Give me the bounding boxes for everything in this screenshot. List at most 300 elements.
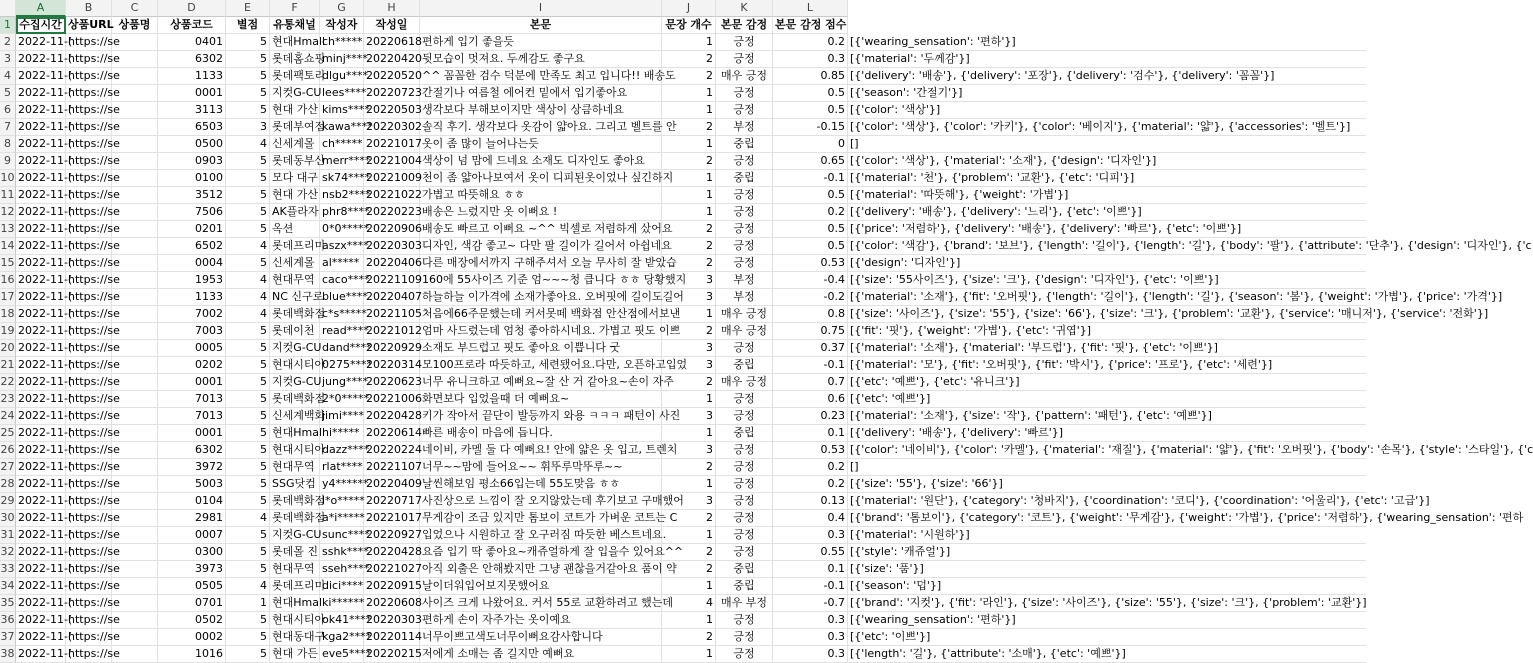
cell-j[interactable]: 3 <box>662 289 716 306</box>
cell-d[interactable]: 0701 <box>158 595 226 612</box>
cell-d[interactable]: 7013 <box>158 408 226 425</box>
cell-f[interactable]: 현대무역 <box>270 272 320 289</box>
cell-c[interactable] <box>112 629 158 646</box>
column-header-e[interactable]: E <box>226 0 270 17</box>
cell-a[interactable]: 2022-11-( <box>16 51 66 68</box>
cell-e[interactable]: 5 <box>226 204 270 221</box>
cell-b[interactable]: https://se <box>66 527 112 544</box>
cell-k[interactable]: 중립 <box>716 357 773 374</box>
cell-e[interactable]: 5 <box>226 255 270 272</box>
cell-i[interactable]: 아직 외출은 안해봤지만 그냥 괜찮을거같아요 품이 약 <box>420 561 662 578</box>
header-cell-a[interactable]: 수집시간 <box>16 17 66 34</box>
header-cell-e[interactable]: 별점 <box>226 17 270 34</box>
cell-a[interactable]: 2022-11-( <box>16 510 66 527</box>
cell-g[interactable]: 0275**** <box>320 357 364 374</box>
row-number[interactable]: 15 <box>0 255 16 272</box>
cell-m[interactable]: [] <box>848 459 1366 476</box>
cell-c[interactable] <box>112 34 158 51</box>
cell-a[interactable]: 2022-11-( <box>16 102 66 119</box>
cell-m[interactable]: [{'size': '55사이즈'}, {'size': '크'}, {'design': '디자인'}, {'etc': '이쁘'}] <box>848 272 1366 289</box>
cell-i[interactable]: 편하게 손이 자주가는 옷이예요 <box>420 612 662 629</box>
cell-l[interactable]: 0.1 <box>773 425 848 442</box>
cell-c[interactable] <box>112 357 158 374</box>
cell-j[interactable]: 2 <box>662 221 716 238</box>
cell-i[interactable]: 날씬해보임 평소66입는데 55도맞음 ㅎㅎ <box>420 476 662 493</box>
cell-a[interactable]: 2022-11-( <box>16 493 66 510</box>
row-number[interactable]: 10 <box>0 170 16 187</box>
cell-c[interactable] <box>112 289 158 306</box>
cell-k[interactable]: 부정 <box>716 119 773 136</box>
cell-a[interactable]: 2022-11-( <box>16 408 66 425</box>
cell-m[interactable]: [{'price': '저렴하'}, {'delivery': '배송'}, {'delivery': '빠르'}, {'etc': '이쁘'}] <box>848 221 1366 238</box>
cell-f[interactable]: 현대시티아 <box>270 442 320 459</box>
cell-l[interactable]: 0.2 <box>773 34 848 51</box>
cell-c[interactable] <box>112 272 158 289</box>
cell-k[interactable]: 긍정 <box>716 493 773 510</box>
cell-f[interactable]: 롯데팩토리 <box>270 68 320 85</box>
cell-m[interactable]: [{'season': '간절기'}] <box>848 85 1366 102</box>
cell-h[interactable]: 20220520 <box>364 68 420 85</box>
cell-e[interactable]: 3 <box>226 119 270 136</box>
cell-c[interactable] <box>112 255 158 272</box>
row-number[interactable]: 14 <box>0 238 16 255</box>
cell-a[interactable]: 2022-11-( <box>16 306 66 323</box>
cell-b[interactable]: https://se <box>66 476 112 493</box>
cell-i[interactable]: 입었으나 시원하고 잘 오구러짐 따듯한 베스트네요. <box>420 527 662 544</box>
cell-j[interactable]: 2 <box>662 255 716 272</box>
cell-d[interactable]: 0300 <box>158 544 226 561</box>
cell-k[interactable]: 긍정 <box>716 629 773 646</box>
cell-i[interactable]: 편하게 입기 좋을듯 <box>420 34 662 51</box>
header-cell-h[interactable]: 작성일 <box>364 17 420 34</box>
cell-g[interactable]: blue**** <box>320 289 364 306</box>
cell-a[interactable]: 2022-11-( <box>16 527 66 544</box>
cell-a[interactable]: 2022-11-( <box>16 34 66 51</box>
header-cell-j[interactable]: 문장 개수 <box>662 17 716 34</box>
cell-i[interactable]: 사이즈 크게 나왔어요. 커서 55로 교환하려고 했는데 <box>420 595 662 612</box>
row-number[interactable]: 20 <box>0 340 16 357</box>
cell-h[interactable]: 20220224 <box>364 442 420 459</box>
cell-e[interactable]: 5 <box>226 646 270 663</box>
cell-e[interactable]: 4 <box>226 136 270 153</box>
cell-e[interactable]: 5 <box>226 408 270 425</box>
cell-c[interactable] <box>112 510 158 527</box>
cell-c[interactable] <box>112 578 158 595</box>
cell-j[interactable]: 2 <box>662 51 716 68</box>
column-header-l[interactable]: L <box>773 0 848 17</box>
cell-g[interactable]: eve5**** <box>320 646 364 663</box>
cell-h[interactable]: 20221004 <box>364 153 420 170</box>
row-number[interactable]: 18 <box>0 306 16 323</box>
cell-d[interactable]: 1953 <box>158 272 226 289</box>
row-number[interactable]: 11 <box>0 187 16 204</box>
cell-i[interactable]: 무게감이 조금 있지만 톰보이 코트가 가벼운 코트는 C <box>420 510 662 527</box>
cell-f[interactable]: 롯데부여점 <box>270 119 320 136</box>
cell-k[interactable]: 긍정 <box>716 204 773 221</box>
cell-b[interactable]: https://se <box>66 272 112 289</box>
cell-j[interactable]: 2 <box>662 119 716 136</box>
cell-i[interactable]: 배송은 느렸지만 옷 이뻐요 ! <box>420 204 662 221</box>
cell-c[interactable] <box>112 306 158 323</box>
cell-l[interactable]: -0.4 <box>773 272 848 289</box>
cell-m[interactable]: [{'material': '소재'}, {'size': '작'}, {'pattern': '패턴'}, {'etc': '예쁘'}] <box>848 408 1366 425</box>
cell-g[interactable]: merr**** <box>320 153 364 170</box>
cell-f[interactable]: 신세계몰 <box>270 136 320 153</box>
cell-e[interactable]: 5 <box>226 442 270 459</box>
cell-g[interactable]: nsb2**** <box>320 187 364 204</box>
header-cell-d[interactable]: 상품코드 <box>158 17 226 34</box>
row-number[interactable]: 24 <box>0 408 16 425</box>
cell-i[interactable]: 색상이 넘 맘에 드네요 소재도 디자인도 좋아요 <box>420 153 662 170</box>
cell-i[interactable]: 뒷모습이 멋져요. 두께감도 좋구요 <box>420 51 662 68</box>
cell-e[interactable]: 4 <box>226 578 270 595</box>
cell-d[interactable]: 3113 <box>158 102 226 119</box>
cell-k[interactable]: 매우 긍정 <box>716 323 773 340</box>
cell-b[interactable]: https://se <box>66 391 112 408</box>
cell-a[interactable]: 2022-11-( <box>16 476 66 493</box>
cell-k[interactable]: 부정 <box>716 272 773 289</box>
cell-g[interactable]: ch***** <box>320 136 364 153</box>
cell-f[interactable]: 롯데백화점 <box>270 493 320 510</box>
row-number[interactable]: 28 <box>0 476 16 493</box>
cell-f[interactable]: 현대 가산 <box>270 102 320 119</box>
cell-i[interactable]: 디자인, 색감 좋고~ 다만 팔 길이가 길어서 아쉽네요 <box>420 238 662 255</box>
cell-m[interactable]: [{'material': '시원하'}] <box>848 527 1366 544</box>
cell-h[interactable]: 20220428 <box>364 544 420 561</box>
cell-c[interactable] <box>112 102 158 119</box>
cell-d[interactable]: 0007 <box>158 527 226 544</box>
cell-a[interactable]: 2022-11-( <box>16 221 66 238</box>
cell-a[interactable]: 2022-11-( <box>16 119 66 136</box>
column-header-h[interactable]: H <box>364 0 420 17</box>
cell-j[interactable]: 2 <box>662 544 716 561</box>
row-number[interactable]: 1 <box>0 17 16 34</box>
cell-i[interactable]: 간절기나 여름철 에어컨 밑에서 입기좋아요 <box>420 85 662 102</box>
cell-h[interactable]: 20221107 <box>364 459 420 476</box>
cell-a[interactable]: 2022-11-( <box>16 425 66 442</box>
cell-b[interactable]: https://se <box>66 170 112 187</box>
cell-a[interactable]: 2022-11-( <box>16 578 66 595</box>
row-number[interactable]: 19 <box>0 323 16 340</box>
row-number[interactable]: 34 <box>0 578 16 595</box>
cell-g[interactable]: jung**** <box>320 374 364 391</box>
cell-f[interactable]: SSG닷컴 <box>270 476 320 493</box>
cell-f[interactable]: 현대 가산 <box>270 187 320 204</box>
cell-g[interactable]: y4****** <box>320 476 364 493</box>
cell-m[interactable]: [{'etc': '예쁘'}] <box>848 391 1366 408</box>
cell-m[interactable]: [{'color': '색감'}, {'brand': '보브'}, {'length': '길이'}, {'length': '길'}, {'body': '팔'}, {'attribute': '단추'}, {'design': '디자인'}, {'c <box>848 238 1366 255</box>
cell-i[interactable]: 솔직 후기. 생각보다 옷감이 얇아요. 그리고 벨트를 안 <box>420 119 662 136</box>
cell-f[interactable]: 신세계몰 <box>270 255 320 272</box>
cell-l[interactable]: -0.2 <box>773 289 848 306</box>
cell-b[interactable]: https://se <box>66 493 112 510</box>
cell-l[interactable]: 0.5 <box>773 238 848 255</box>
cell-a[interactable]: 2022-11-( <box>16 85 66 102</box>
cell-j[interactable]: 2 <box>662 238 716 255</box>
cell-d[interactable]: 0502 <box>158 612 226 629</box>
cell-c[interactable] <box>112 595 158 612</box>
cell-l[interactable]: 0.2 <box>773 204 848 221</box>
cell-b[interactable]: https://se <box>66 119 112 136</box>
cell-k[interactable]: 부정 <box>716 289 773 306</box>
cell-a[interactable]: 2022-11-( <box>16 595 66 612</box>
cell-g[interactable]: ki****** <box>320 595 364 612</box>
cell-l[interactable]: 0.75 <box>773 323 848 340</box>
cell-m[interactable]: [{'color': '색상'}] <box>848 102 1366 119</box>
cell-m[interactable]: [{'wearing_sensation': '편하'}] <box>848 612 1366 629</box>
column-header-i[interactable]: I <box>420 0 662 17</box>
cell-k[interactable]: 매우 긍정 <box>716 68 773 85</box>
row-number[interactable]: 33 <box>0 561 16 578</box>
cell-m[interactable]: [{'material': '따뜻해'}, {'weight': '가볍'}] <box>848 187 1366 204</box>
cell-j[interactable]: 1 <box>662 204 716 221</box>
cell-d[interactable]: 0001 <box>158 425 226 442</box>
cell-b[interactable]: https://se <box>66 442 112 459</box>
cell-f[interactable]: 현대Hmall <box>270 425 320 442</box>
cell-b[interactable]: https://se <box>66 510 112 527</box>
cell-m[interactable]: [{'material': '두께감'}] <box>848 51 1366 68</box>
cell-m[interactable]: [{'design': '디자인'}] <box>848 255 1366 272</box>
cell-g[interactable]: sk74**** <box>320 170 364 187</box>
cell-j[interactable]: 1 <box>662 306 716 323</box>
row-number[interactable]: 3 <box>0 51 16 68</box>
cell-h[interactable]: 20220915 <box>364 578 420 595</box>
cell-g[interactable]: c*s***** <box>320 306 364 323</box>
cell-e[interactable]: 5 <box>226 323 270 340</box>
cell-g[interactable]: sseh**** <box>320 561 364 578</box>
cell-f[interactable]: 롯데동부산 <box>270 153 320 170</box>
cell-l[interactable]: 0.13 <box>773 493 848 510</box>
cell-f[interactable]: 모다 대구 <box>270 170 320 187</box>
row-number[interactable]: 29 <box>0 493 16 510</box>
cell-g[interactable]: read**** <box>320 323 364 340</box>
select-all-corner[interactable] <box>0 0 16 17</box>
cell-a[interactable]: 2022-11-( <box>16 323 66 340</box>
cell-h[interactable]: 20220223 <box>364 204 420 221</box>
cell-l[interactable]: 0.55 <box>773 544 848 561</box>
header-cell-g[interactable]: 작성자 <box>320 17 364 34</box>
cell-h[interactable]: 20220614 <box>364 425 420 442</box>
cell-f[interactable]: 롯데백화점 <box>270 510 320 527</box>
cell-d[interactable]: 6302 <box>158 442 226 459</box>
cell-f[interactable]: 현대 가든 <box>270 646 320 663</box>
cell-a[interactable]: 2022-11-( <box>16 544 66 561</box>
cell-d[interactable]: 0002 <box>158 629 226 646</box>
cell-l[interactable]: -0.1 <box>773 578 848 595</box>
cell-k[interactable]: 매우 부정 <box>716 595 773 612</box>
cell-e[interactable]: 5 <box>226 153 270 170</box>
cell-j[interactable]: 1 <box>662 391 716 408</box>
row-number[interactable]: 37 <box>0 629 16 646</box>
cell-h[interactable]: 20221017 <box>364 510 420 527</box>
cell-d[interactable]: 5003 <box>158 476 226 493</box>
cell-m[interactable]: [{'delivery': '배송'}, {'delivery': '느리'}, {'etc': '이쁘'}] <box>848 204 1366 221</box>
cell-e[interactable]: 5 <box>226 459 270 476</box>
cell-c[interactable] <box>112 408 158 425</box>
cell-m[interactable]: [{'delivery': '배송'}, {'delivery': '포장'}, {'delivery': '검수'}, {'delivery': '꼼꼼'}] <box>848 68 1366 85</box>
cell-j[interactable]: 2 <box>662 561 716 578</box>
row-number[interactable]: 21 <box>0 357 16 374</box>
cell-l[interactable]: 0.5 <box>773 102 848 119</box>
row-number[interactable]: 31 <box>0 527 16 544</box>
header-cell-b[interactable]: 상품URL <box>66 17 112 34</box>
cell-k[interactable]: 매우 긍정 <box>716 374 773 391</box>
cell-g[interactable]: dazz**** <box>320 442 364 459</box>
cell-k[interactable]: 긍정 <box>716 340 773 357</box>
cell-a[interactable]: 2022-11-( <box>16 170 66 187</box>
cell-j[interactable]: 1 <box>662 646 716 663</box>
cell-h[interactable]: 20220314 <box>364 357 420 374</box>
cell-k[interactable]: 긍정 <box>716 34 773 51</box>
column-header-k[interactable]: K <box>716 0 773 17</box>
cell-k[interactable]: 중립 <box>716 170 773 187</box>
cell-e[interactable]: 4 <box>226 510 270 527</box>
cell-k[interactable]: 긍정 <box>716 187 773 204</box>
cell-m[interactable]: [{'brand': '지컷'}, {'fit': '라인'}, {'size': '사이즈'}, {'size': '55'}, {'size': '크'}, {'problem': '교환'}] <box>848 595 1366 612</box>
cell-d[interactable]: 1133 <box>158 289 226 306</box>
column-header-c[interactable]: C <box>112 0 158 17</box>
cell-e[interactable]: 5 <box>226 629 270 646</box>
row-number[interactable]: 7 <box>0 119 16 136</box>
cell-e[interactable]: 4 <box>226 306 270 323</box>
column-header-d[interactable]: D <box>158 0 226 17</box>
cell-m[interactable]: [{'wearing_sensation': '편하'}] <box>848 34 1366 51</box>
cell-m[interactable]: [{'material': '소재'}, {'fit': '오버핏'}, {'length': '길이'}, {'length': '길'}, {'season': '봄'}, {'weight': '가볍'}, {'price': '가격'}] <box>848 289 1366 306</box>
cell-i[interactable]: 네이비, 카멜 둘 다 예뻐요! 안에 얇은 옷 입고, 트렌치 <box>420 442 662 459</box>
cell-k[interactable]: 긍정 <box>716 102 773 119</box>
cell-a[interactable]: 2022-11-( <box>16 153 66 170</box>
cell-g[interactable]: minj**** <box>320 51 364 68</box>
cell-g[interactable]: sshk**** <box>320 544 364 561</box>
cell-m[interactable]: [{'color': '색상'}, {'material': '소재'}, {'design': '디자인'}] <box>848 153 1366 170</box>
cell-f[interactable]: 롯데백화점 <box>270 306 320 323</box>
cell-h[interactable]: 20220608 <box>364 595 420 612</box>
cell-h[interactable]: 20220623 <box>364 374 420 391</box>
cell-b[interactable]: https://se <box>66 187 112 204</box>
cell-l[interactable]: 0 <box>773 136 848 153</box>
cell-f[interactable]: 롯데프리미 <box>270 578 320 595</box>
cell-i[interactable]: 날이더워입어보지못했어요 <box>420 578 662 595</box>
cell-b[interactable]: https://se <box>66 459 112 476</box>
row-number[interactable]: 36 <box>0 612 16 629</box>
cell-f[interactable]: 롯데홈쇼핑 <box>270 51 320 68</box>
row-number[interactable]: 27 <box>0 459 16 476</box>
cell-c[interactable] <box>112 153 158 170</box>
cell-i[interactable]: 소재도 부드럽고 핏도 좋아요 이쁩니다 굿 <box>420 340 662 357</box>
cell-c[interactable] <box>112 221 158 238</box>
cell-k[interactable]: 긍정 <box>716 238 773 255</box>
cell-j[interactable]: 1 <box>662 187 716 204</box>
cell-f[interactable]: NC 신구로 <box>270 289 320 306</box>
cell-d[interactable]: 1016 <box>158 646 226 663</box>
cell-m[interactable]: [] <box>848 136 1366 153</box>
cell-m[interactable]: [{'etc': '예쁘'}, {'etc': '유니크'}] <box>848 374 1366 391</box>
cell-c[interactable] <box>112 459 158 476</box>
cell-g[interactable]: hi***** <box>320 425 364 442</box>
cell-k[interactable]: 긍정 <box>716 510 773 527</box>
cell-e[interactable]: 5 <box>226 221 270 238</box>
cell-m[interactable]: [{'etc': '이쁘'}] <box>848 629 1366 646</box>
cell-i[interactable]: 160에 55사이즈 기준 엄~~~청 큽니다 ㅎㅎ 당황했지 <box>420 272 662 289</box>
cell-k[interactable]: 긍정 <box>716 51 773 68</box>
cell-m[interactable]: [{'fit': '핏'}, {'weight': '가볍'}, {'etc': '귀엽'}] <box>848 323 1366 340</box>
cell-l[interactable]: 0.5 <box>773 85 848 102</box>
cell-e[interactable]: 5 <box>226 612 270 629</box>
cell-a[interactable]: 2022-11-( <box>16 289 66 306</box>
cell-i[interactable]: 배송도 빠르고 이뻐요 ~^^ 빅셀로 저렴하게 샀어요 <box>420 221 662 238</box>
cell-g[interactable]: jimi**** <box>320 408 364 425</box>
cell-l[interactable]: 0.3 <box>773 612 848 629</box>
cell-a[interactable]: 2022-11-( <box>16 442 66 459</box>
cell-i[interactable]: 너무 유니크하고 예뻐요~잘 산 거 같아요~손이 자주 <box>420 374 662 391</box>
cell-j[interactable]: 3 <box>662 357 716 374</box>
cell-j[interactable]: 1 <box>662 476 716 493</box>
cell-g[interactable]: a*i***** <box>320 510 364 527</box>
cell-c[interactable] <box>112 119 158 136</box>
cell-l[interactable]: 0.6 <box>773 391 848 408</box>
cell-g[interactable]: phr8**** <box>320 204 364 221</box>
cell-l[interactable]: 0.53 <box>773 442 848 459</box>
cell-c[interactable] <box>112 68 158 85</box>
cell-m[interactable]: [{'delivery': '배송'}, {'delivery': '빠르'}] <box>848 425 1366 442</box>
cell-h[interactable]: 20220303 <box>364 238 420 255</box>
column-header-f[interactable]: F <box>270 0 320 17</box>
cell-d[interactable]: 0401 <box>158 34 226 51</box>
row-number[interactable]: 32 <box>0 544 16 561</box>
cell-b[interactable]: https://se <box>66 34 112 51</box>
cell-i[interactable]: 모100프로라 따듯하고, 세련됐어요.다만, 오픈하고입었 <box>420 357 662 374</box>
cell-b[interactable]: https://se <box>66 306 112 323</box>
cell-f[interactable]: 현대Hmall <box>270 595 320 612</box>
cell-c[interactable] <box>112 85 158 102</box>
cell-c[interactable] <box>112 323 158 340</box>
cell-f[interactable]: 롯데몰 진 <box>270 544 320 561</box>
cell-g[interactable]: 2*0***** <box>320 391 364 408</box>
cell-b[interactable]: https://se <box>66 578 112 595</box>
cell-b[interactable]: https://se <box>66 374 112 391</box>
cell-m[interactable]: [{'material': '원단'}, {'category': '청바지'}, {'coordination': '코디'}, {'coordination': '어울리'}, {'etc': '고급'}] <box>848 493 1366 510</box>
row-number[interactable]: 26 <box>0 442 16 459</box>
cell-h[interactable]: 20220929 <box>364 340 420 357</box>
header-cell-c[interactable]: 상품명 <box>112 17 158 34</box>
cell-l[interactable]: 0.65 <box>773 153 848 170</box>
row-number[interactable]: 25 <box>0 425 16 442</box>
cell-a[interactable]: 2022-11-( <box>16 612 66 629</box>
cell-l[interactable]: 0.3 <box>773 51 848 68</box>
cell-h[interactable]: 20221027 <box>364 561 420 578</box>
cell-b[interactable]: https://se <box>66 323 112 340</box>
cell-g[interactable]: ok41**** <box>320 612 364 629</box>
cell-a[interactable]: 2022-11-( <box>16 374 66 391</box>
cell-d[interactable]: 1133 <box>158 68 226 85</box>
cell-a[interactable]: 2022-11-( <box>16 357 66 374</box>
row-number[interactable]: 16 <box>0 272 16 289</box>
cell-e[interactable]: 4 <box>226 289 270 306</box>
cell-l[interactable]: -0.7 <box>773 595 848 612</box>
cell-l[interactable]: 0.2 <box>773 476 848 493</box>
cell-j[interactable]: 1 <box>662 136 716 153</box>
cell-i[interactable]: 엄마 사드렸는데 엄청 좋아하시네요. 가볍고 핏도 이쁘 <box>420 323 662 340</box>
cell-j[interactable]: 3 <box>662 442 716 459</box>
cell-e[interactable]: 5 <box>226 34 270 51</box>
cell-b[interactable]: https://se <box>66 204 112 221</box>
cell-h[interactable]: 20221006 <box>364 391 420 408</box>
cell-j[interactable]: 1 <box>662 102 716 119</box>
cell-d[interactable]: 2981 <box>158 510 226 527</box>
cell-m[interactable]: [{'season': '덥'}] <box>848 578 1366 595</box>
cell-i[interactable]: 처음에66주문했는데 커서못떼 백화점 안산점에서보낸 <box>420 306 662 323</box>
cell-d[interactable]: 6302 <box>158 51 226 68</box>
